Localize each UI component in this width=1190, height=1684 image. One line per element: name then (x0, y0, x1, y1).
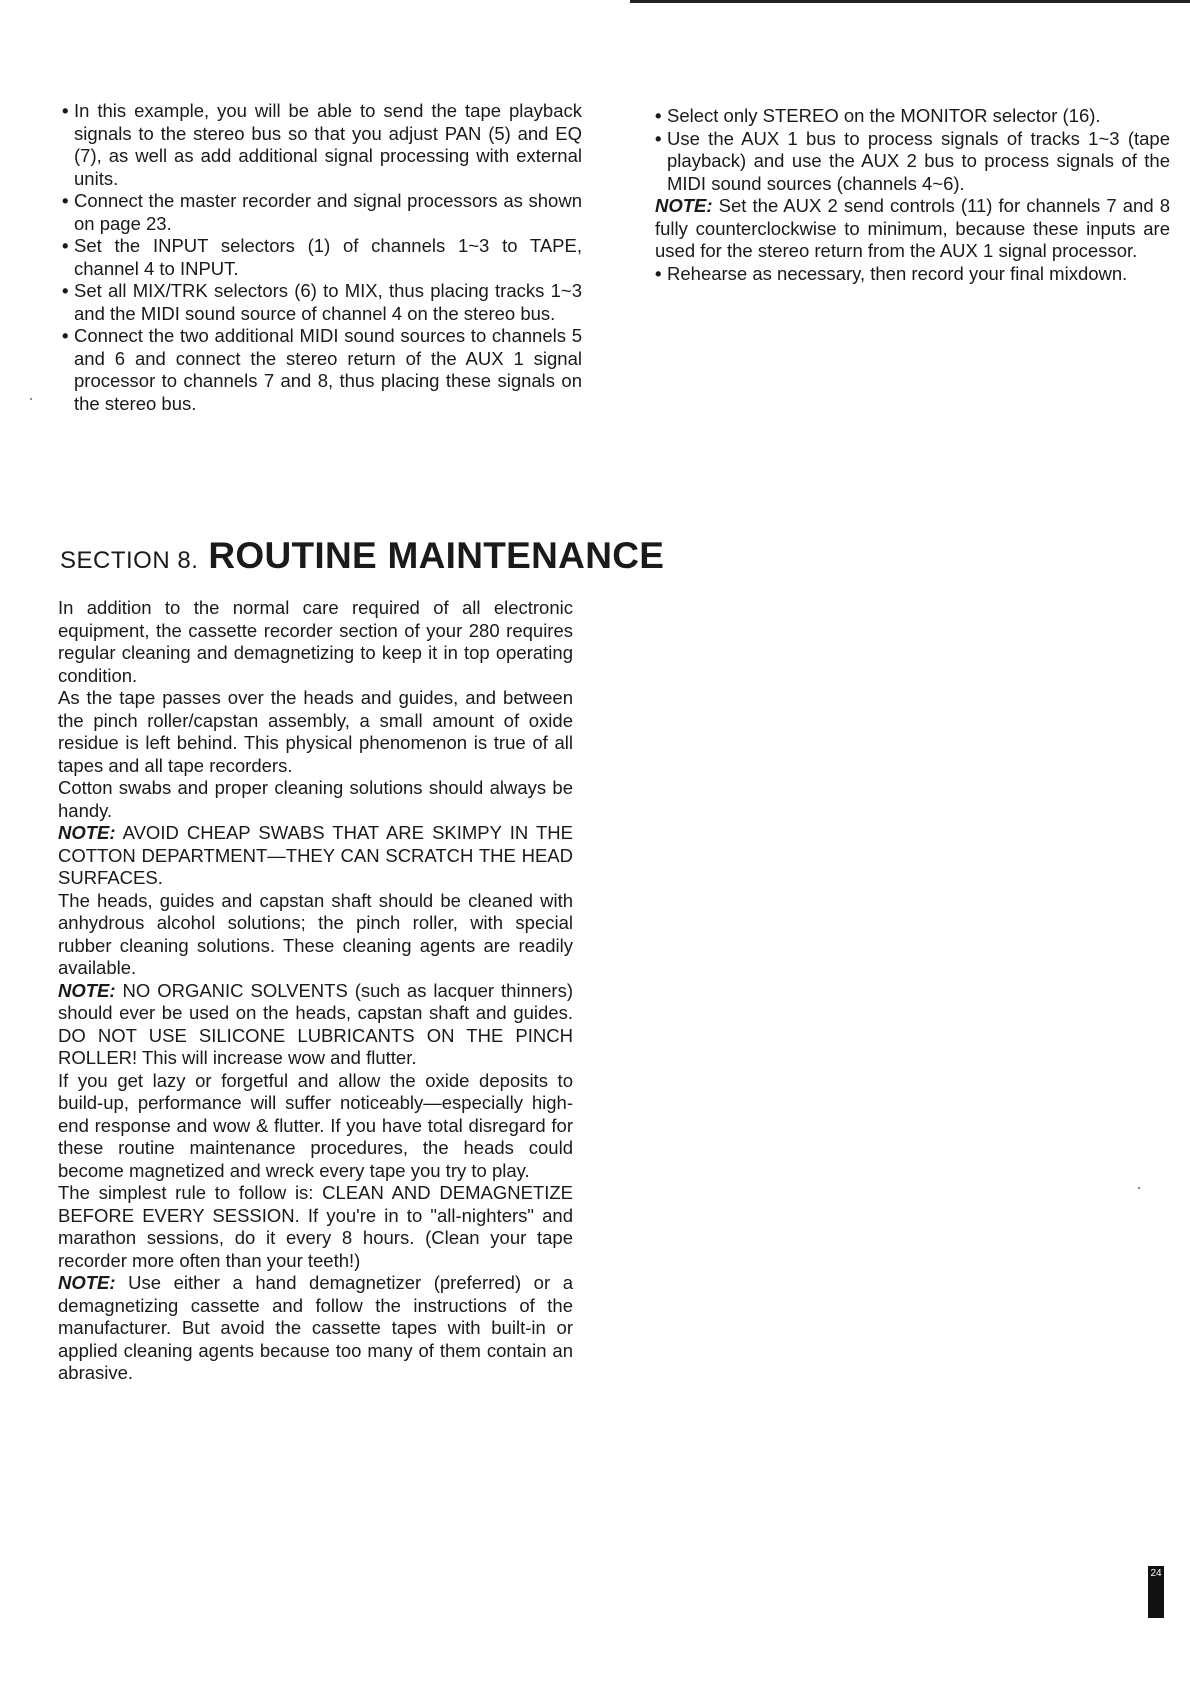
section-title: ROUTINE MAINTENANCE (208, 535, 665, 576)
paragraph: Cotton swabs and proper cleaning solutions should always be handy. (58, 777, 573, 821)
list-item: • Connect the two additional MIDI sound sources to channels 5 and 6 and connect the stereo return of the AUX 1 signal processor to channels 7 and 8, thus placing these signals on the stereo bus. (62, 325, 582, 414)
note-paragraph: NOTE: AVOID CHEAP SWABS THAT ARE SKIMPY IN THE COTTON DEPARTMENT—THEY CAN SCRATCH THE HEAD SURFACES. (58, 822, 573, 888)
note-paragraph: NOTE: Use either a hand demagnetizer (preferred) or a demagnetizing cassette and follow the instructions of the manufacturer. But avoid the cassette tapes with built-in or applied cleaning agents because too many of them contain an abrasive. (58, 1272, 573, 1383)
list-item: • Use the AUX 1 bus to process signals of tracks 1~3 (tape playback) and use the AUX 2 bus to process signals of the MIDI sound sources (channels 4~6). (655, 127, 1170, 194)
list-item: • Set all MIX/TRK selectors (6) to MIX, thus placing tracks 1~3 and the MIDI sound source of channel 4 on the stereo bus. (62, 280, 582, 324)
bullet-icon: • (655, 127, 662, 149)
right-column (655, 105, 1170, 285)
top-rule (630, 0, 1190, 3)
bullet-icon: • (62, 235, 69, 256)
paragraph: In addition to the normal care required of all electronic equipment, the cassette recorder section of your 280 requires regular cleaning and demagnetizing to keep it in top operating condition. (58, 597, 573, 686)
list-item: • Select only STEREO on the MONITOR selector (16). (655, 105, 1101, 126)
note-paragraph: NOTE: NO ORGANIC SOLVENTS (such as lacquer thinners) should ever be used on the heads, capstan shaft and guides. DO NOT USE SILICONE LUBRICANTS ON THE PINCH ROLLER! This will increase wow and flutter. (58, 979, 573, 1068)
bullet-icon: • (655, 262, 662, 284)
section-label: SECTION 8. (60, 547, 199, 574)
bullet-icon: • (62, 100, 69, 121)
bullet-icon: • (62, 325, 69, 346)
bullet-icon: • (62, 280, 69, 301)
left-column-bullets (62, 100, 582, 415)
paragraph: If you get lazy or forgetful and allow the oxide deposits to build-up, performance will suffer noticeably—especially high-end response and wow & flutter. If you have total disregard for these routine maintenance procedures, the heads could become magnetized and wreck every tape you try to play. (58, 1069, 573, 1181)
list-item: • Connect the master recorder and signal processors as shown on page 23. (62, 190, 582, 234)
list-item: • Rehearse as necessary, then record your final mixdown. (655, 262, 1128, 284)
section-heading (60, 535, 664, 577)
scan-speck (30, 398, 32, 400)
note-paragraph: NOTE: Set the AUX 2 send controls (11) for channels 7 and 8 fully counterclockwise to minimum, because these inputs are used for the stereo return from the AUX 1 signal processor. (655, 195, 1170, 261)
paragraph: As the tape passes over the heads and guides, and between the pinch roller/capstan assembly, a small amount of oxide residue is left behind. This physical phenomenon is true of all tapes and all tape recorders. (58, 687, 573, 776)
paragraph: The simplest rule to follow is: CLEAN AND DEMAGNETIZE BEFORE EVERY SESSION. If you're in to "all-nighters" and marathon sessions, do it every 8 hours. (Clean your tape recorder more often than your teeth!) (58, 1182, 573, 1271)
page-number: 24 (1150, 1568, 1162, 1579)
page-number-tab (1148, 1566, 1164, 1618)
bullet-icon: • (62, 190, 69, 211)
list-item: • Set the INPUT selectors (1) of channels 1~3 to TAPE, channel 4 to INPUT. (62, 235, 582, 279)
list-item: • In this example, you will be able to send the tape playback signals to the stereo bus so that you adjust PAN (5) and EQ (7), as well as add additional signal processing with external units. (62, 100, 582, 189)
bullet-icon: • (655, 105, 662, 126)
scan-speck (1138, 1187, 1140, 1189)
paragraph: The heads, guides and capstan shaft should be cleaned with anhydrous alcohol solutions; the pinch roller, with special rubber cleaning solutions. These cleaning agents are readily available. (58, 889, 573, 978)
maintenance-body (58, 597, 573, 1385)
